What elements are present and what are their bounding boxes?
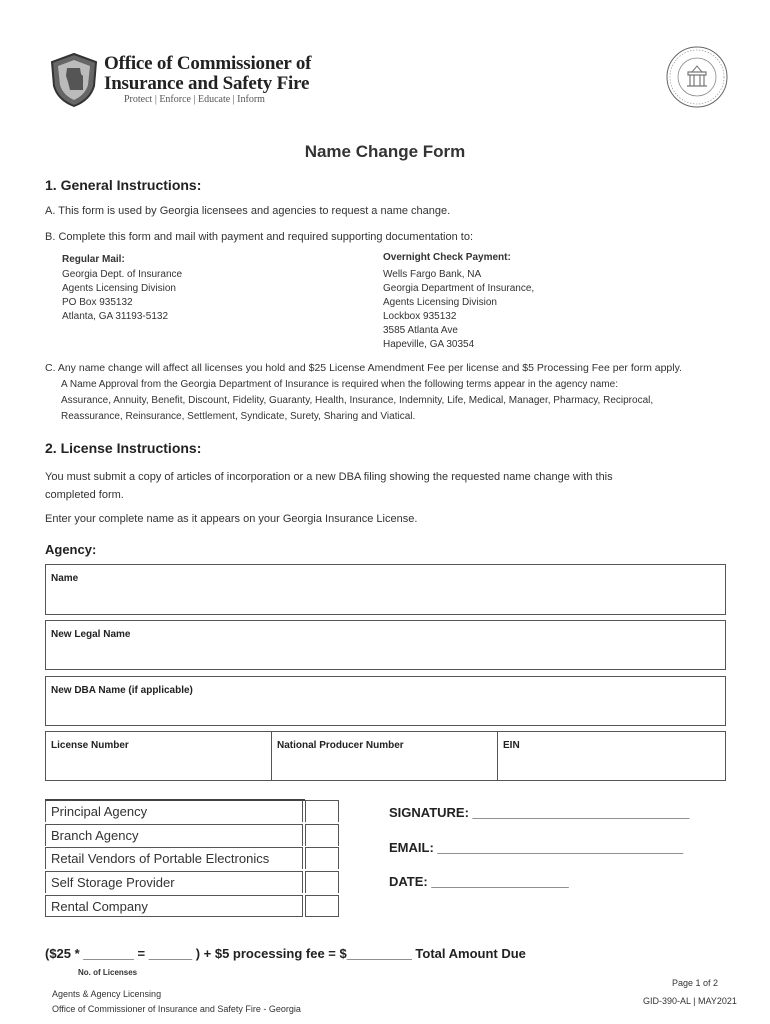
note-line: A Name Approval from the Georgia Department of Insurance is required when the following terms appear in the agency name: [61,379,618,390]
section1-heading: 1. General Instructions: [45,177,202,193]
npn-field[interactable] [272,732,498,780]
note-line: Assurance, Annuity, Benefit, Discount, Fidelity, Guaranty, Health, Insurance, Indemnity, Life, Medical, Manager, Pharmacy, Reciprocal, [61,395,654,406]
name-field-label: Name [51,573,79,584]
date-line[interactable]: DATE: ___________________ [389,874,569,889]
ein-field[interactable] [498,732,724,780]
new-dba-name-label: New DBA Name (if applicable) [51,685,193,696]
address-line: Hapeville, GA 30354 [383,339,475,350]
new-dba-name-field[interactable] [45,676,726,726]
agency-type-row: Rental Company [45,895,303,917]
agency-heading: Agency: [45,542,97,557]
table-top-rule [45,799,305,801]
email-line[interactable]: EMAIL: __________________________________ [389,840,684,855]
license-number-label: License Number [51,740,129,751]
overnight-address [383,268,534,352]
instruction-line: completed form. [45,489,124,501]
agency-type-row: Retail Vendors of Portable Electronics [45,847,303,869]
address-line: Georgia Department of Insurance, [383,283,535,294]
overnight-label: Overnight Check Payment: [383,252,511,263]
checkbox-branch-agency[interactable] [305,824,339,846]
license-info-row [45,731,726,781]
regular-mail-label: Regular Mail: [62,254,125,265]
instruction-b: B. Complete this form and mail with payment and required supporting documentation to: [45,231,474,243]
instruction-a: A. This form is used by Georgia licensees and agencies to request a name change. [45,205,451,217]
instruction-line: You must submit a copy of articles of incorporation or a new DBA filing showing the requested name change with this [45,471,613,483]
new-legal-name-label: New Legal Name [51,629,131,640]
checkbox-self-storage[interactable] [305,871,339,893]
page-number: Page 1 of 2 [672,978,719,988]
name-field[interactable] [45,564,726,615]
agency-type-row: Self Storage Provider [45,871,303,893]
address-line: Atlanta, GA 31193-5132 [62,311,169,322]
address-line: Georgia Dept. of Insurance [62,269,183,280]
footer-dept: Agents & Agency Licensing [52,989,162,999]
logo-tagline: Protect | Enforce | Educate | Inform [124,94,265,105]
enter-name-instruction: Enter your complete name as it appears on your Georgia Insurance License. [45,513,418,525]
license-number-field[interactable] [46,732,272,780]
name-approval-note [61,378,653,424]
fee-formula[interactable]: ($25 * _______ = ______ ) + $5 processing fee = $_________ Total Amount Due [45,946,526,961]
state-seal-icon [666,46,728,108]
address-line: Wells Fargo Bank, NA [383,269,482,280]
checkbox-retail-vendors[interactable] [305,847,339,869]
address-line: Lockbox 935132 [383,311,457,322]
form-title: Name Change Form [304,142,466,161]
logo-line2: Insurance and Safety Fire [104,73,310,94]
instruction-c: C. Any name change will affect all licenses you hold and $25 License Amendment Fee per license and $5 Processing Fee per form apply. [45,362,682,374]
section2-heading: 2. License Instructions: [45,440,202,456]
regular-mail-address [62,268,182,324]
logo-line1: Office of Commissioner of [104,53,312,74]
checkbox-principal-agency[interactable] [305,800,339,822]
checkbox-rental-company[interactable] [305,895,339,917]
note-line: Reassurance, Reinsurance, Settlement, Syndicate, Surety, Sharing and Viatical. [61,411,416,422]
footer-office: Office of Commissioner of Insurance and Safety Fire - Georgia [52,1004,301,1014]
address-line: 3585 Atlanta Ave [383,325,458,336]
agency-type-row: Principal Agency [45,800,303,822]
shield-logo-icon [50,52,98,108]
licenses-note: No. of Licenses [78,968,138,977]
license-instructions [45,468,613,504]
new-legal-name-field[interactable] [45,620,726,670]
form-code: GID-390-AL | MAY2021 [643,996,737,1006]
address-line: PO Box 935132 [62,297,133,308]
signature-line[interactable]: SIGNATURE: ______________________________ [389,805,690,820]
address-line: Agents Licensing Division [383,297,497,308]
address-line: Agents Licensing Division [62,283,176,294]
logo-title [104,54,311,94]
agency-type-row: Branch Agency [45,824,303,846]
ein-label: EIN [503,740,520,751]
npn-label: National Producer Number [277,740,404,751]
